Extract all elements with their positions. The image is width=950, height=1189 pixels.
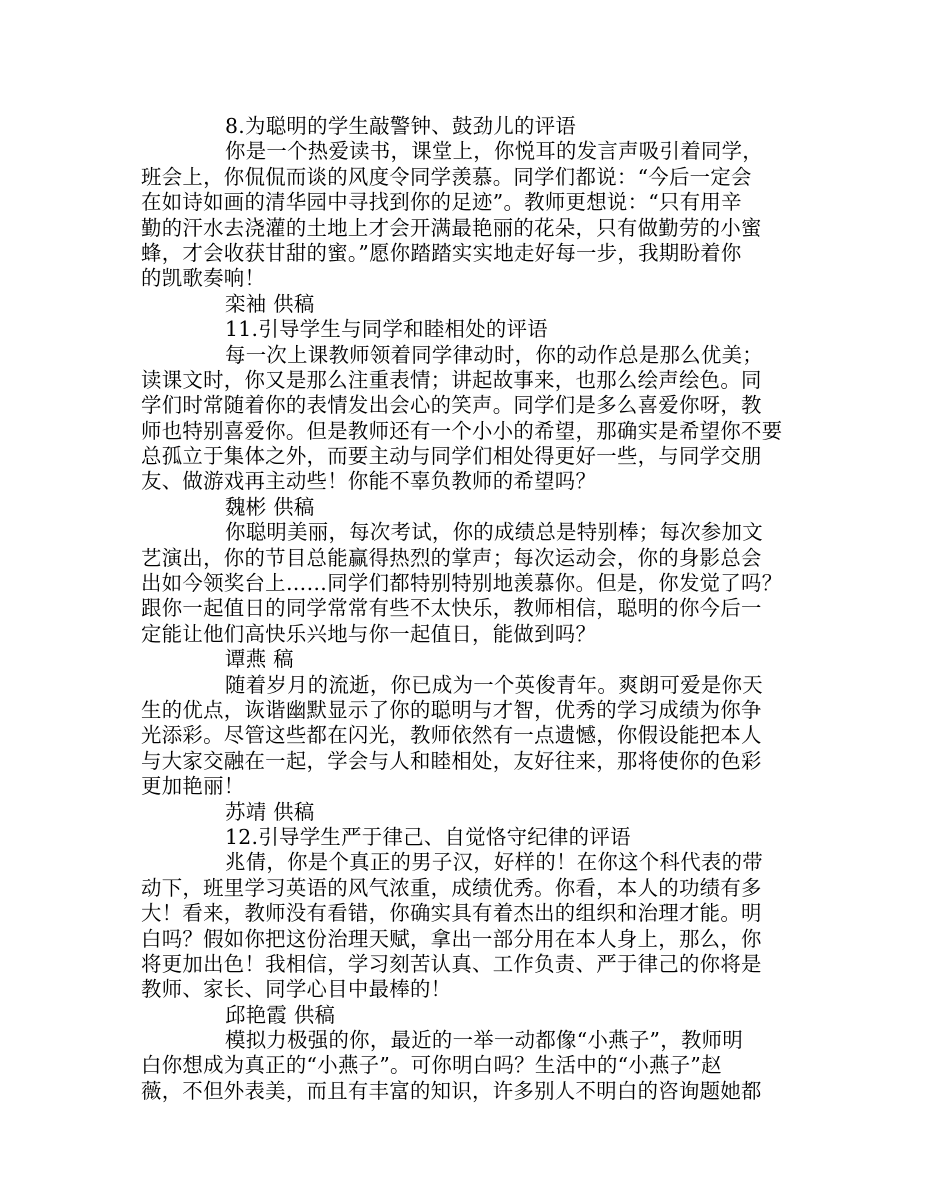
author-credit: 邱艳霞 供稿 <box>225 1002 336 1027</box>
text-line: 师也特别喜爱你。但是教师还有一个小小的希望，那确实是希望你不要 <box>141 418 783 443</box>
text-line: 艺演出，你的节目总能赢得热烈的掌声；每次运动会，你的身影总会 <box>141 545 762 570</box>
text-line: 教师、家长、同学心目中最棒的！ <box>141 977 452 1002</box>
author-credit: 苏靖 供稿 <box>225 799 315 824</box>
text-line: 总孤立于集体之外，而要主动与同学们相处得更好一些，与同学交朋 <box>141 444 762 469</box>
text-line: 更加艳丽！ <box>141 774 245 799</box>
text-line: 白吗？假如你把这份治理天赋，拿出一部分用在本人身上，那么，你 <box>141 926 762 951</box>
text-line: 动下，班里学习英语的风气浓重，成绩优秀。你看，本人的功绩有多 <box>141 875 762 900</box>
text-line: 出如今领奖台上……同学们都特别特别地羡慕你。但是，你发觉了吗？ <box>141 571 783 596</box>
author-credit: 谭燕 稿 <box>225 647 294 672</box>
text-line: 蜂，才会收获甘甜的蜜。”愿你踏踏实实地走好每一步，我期盼着你 <box>141 240 742 265</box>
section-heading: 11.引导学生与同学和睦相处的评语 <box>225 317 548 342</box>
text-line: 薇，不但外表美，而且有丰富的知识，许多别人不明白的咨询题她都 <box>141 1078 762 1103</box>
text-line: 友、做游戏再主动些！你能不辜负教师的希望吗？ <box>141 469 597 494</box>
paragraph-first-line: 你是一个热爱读书，课堂上，你悦耳的发言声吸引着同学， <box>225 139 763 164</box>
paragraph-first-line: 随着岁月的流逝，你已成为一个英俊青年。爽朗可爱是你天 <box>225 672 763 697</box>
text-line: 将更加出色！我相信，学习刻苦认真、工作负责、严于律己的你将是 <box>141 951 762 976</box>
author-credit: 栾袖 供稿 <box>225 291 315 316</box>
section-heading: 8.为聪明的学生敲警钟、鼓劲儿的评语 <box>225 114 577 138</box>
paragraph-first-line: 兆倩，你是个真正的男子汉，好样的！在你这个科代表的带 <box>225 850 763 875</box>
author-credit: 魏彬 供稿 <box>225 494 315 519</box>
paragraph-first-line: 模拟力极强的你，最近的一举一动都像“小燕子”，教师明 <box>225 1028 744 1053</box>
text-line: 读课文时，你又是那么注重表情；讲起故事来，也那么绘声绘色。同 <box>141 367 762 392</box>
text-line: 班会上，你侃侃而谈的风度令同学羡慕。同学们都说：“今后一定会 <box>141 164 752 189</box>
text-line: 跟你一起值日的同学常常有些不太快乐，教师相信，聪明的你今后一 <box>141 596 762 621</box>
paragraph-first-line: 每一次上课教师领着同学律动时，你的动作总是那么优美； <box>225 342 763 367</box>
section-heading: 12.引导学生严于律己、自觉恪守纪律的评语 <box>225 824 631 849</box>
text-line: 生的优点，诙谐幽默显示了你的聪明与才智，优秀的学习成绩为你争 <box>141 697 762 722</box>
text-line: 勤的汗水去浇灌的土地上才会开满最艳丽的花朵，只有做勤劳的小蜜 <box>141 215 762 240</box>
text-line: 大！看来，教师没有看错，你确实具有着杰出的组织和治理才能。明 <box>141 901 762 926</box>
paragraph-first-line: 你聪明美丽，每次考试，你的成绩总是特别棒；每次参加文 <box>225 520 763 545</box>
text-line: 白你想成为真正的“小燕子”。可你明白吗？生活中的“小燕子”赵 <box>141 1053 722 1078</box>
text-line: 在如诗如画的清华园中寻找到你的足迹”。教师更想说：“只有用辛 <box>141 190 742 215</box>
document-page <box>141 114 823 1104</box>
text-line: 定能让他们高快乐兴地与你一起值日，能做到吗？ <box>141 621 597 646</box>
text-line: 的凯歌奏响！ <box>141 266 266 291</box>
text-line: 光添彩。尽管这些都在闪光，教师依然有一点遗憾，你假设能把本人 <box>141 723 762 748</box>
text-line: 学们时常随着你的表情发出会心的笑声。同学们是多么喜爱你呀，教 <box>141 393 762 418</box>
text-line: 与大家交融在一起，学会与人和睦相处，友好往来，那将使你的色彩 <box>141 748 762 773</box>
